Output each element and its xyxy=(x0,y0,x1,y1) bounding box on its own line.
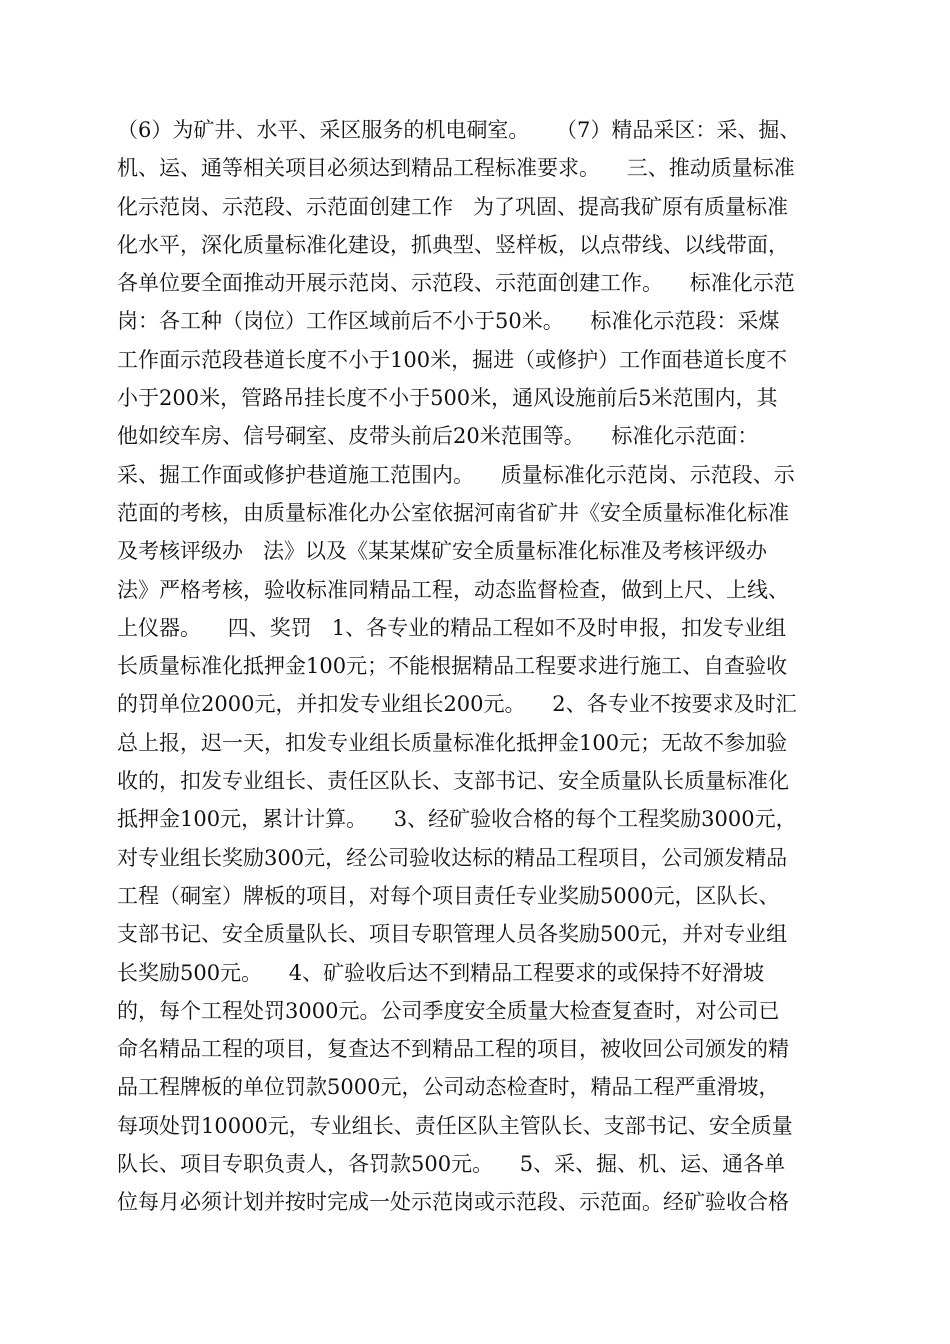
text-line: 支部书记、安全质量队长、项目专职管理人员各奖励500元，并对专业组 xyxy=(117,922,788,947)
text-line: 每项处罚10000元，专业组长、责任区队主管队长、支部书记、安全质量 xyxy=(117,1113,793,1138)
text-line: 法》严格考核，验收标准同精品工程，动态监督检查，做到上尺、上线、 xyxy=(117,577,789,602)
text-line: 机、运、通等相关项目必须达到精品工程标准要求。 三、推动质量标准 xyxy=(117,156,795,181)
text-line: 的罚单位2000元，并扣发专业组长200元。 2、各专业不按要求及时汇 xyxy=(117,692,797,717)
text-line: 工作面示范段巷道长度不小于100米，掘进（或修护）工作面巷道长度不 xyxy=(117,347,788,372)
text-line: 小于200米，管路吊挂长度不小于500米，通风设施前后5米范围内，其 xyxy=(117,386,778,411)
text-line: 采、掘工作面或修护巷道施工范围内。 质量标准化示范岗、示范段、示 xyxy=(117,462,795,487)
text-line: 长质量标准化抵押金100元；不能根据精品工程要求进行施工、自查验收 xyxy=(117,654,788,679)
text-line: 对专业组长奖励300元，经公司验收达标的精品工程项目，公司颁发精品 xyxy=(117,845,788,870)
text-line: 化水平，深化质量标准化建设，抓典型、竖样板，以点带线、以线带面， xyxy=(117,232,789,257)
text-line: 收的，扣发专业组长、责任区队长、支部书记、安全质量队长质量标准化 xyxy=(117,769,789,794)
text-line: 范面的考核，由质量标准化办公室依据河南省矿井《安全质量标准化标准 xyxy=(117,500,789,525)
text-line: 岗：各工种（岗位）工作区域前后不小于50米。 标准化示范段：采煤 xyxy=(117,309,780,334)
text-line: 队长、项目专职负责人，各罚款500元。 5、采、掘、机、运、通各单 xyxy=(117,1152,786,1177)
text-line: 化示范岗、示范段、示范面创建工作 为了巩固、提高我矿原有质量标准 xyxy=(117,194,789,219)
text-line: 他如绞车房、信号硐室、皮带头前后20米范围等。 标准化示范面： xyxy=(117,424,759,449)
body-text xyxy=(117,111,832,1222)
text-line: 上仪器。 四、奖罚 1、各专业的精品工程如不及时申报，扣发专业组 xyxy=(117,615,787,640)
text-line: 位每月必须计划并按时完成一处示范岗或示范段、示范面。经矿验收合格 xyxy=(117,1190,789,1215)
text-line: 抵押金100元，累计计算。 3、经矿验收合格的每个工程奖励3000元， xyxy=(117,807,797,832)
text-line: 长奖励500元。 4、矿验收后达不到精品工程要求的或保持不好滑坡 xyxy=(117,960,765,985)
text-line: （6）为矿井、水平、采区服务的机电硐室。 （7）精品采区：采、掘、 xyxy=(117,118,801,142)
text-line: 工程（硐室）牌板的项目，对每个项目责任专业奖励5000元，区队长、 xyxy=(117,883,780,908)
text-line: 命名精品工程的项目，复查达不到精品工程的项目，被收回公司颁发的精 xyxy=(117,1037,789,1062)
text-line: 及考核评级办 法》以及《某某煤矿安全质量标准化标准及考核评级办 xyxy=(117,539,768,564)
text-line: 总上报，迟一天，扣发专业组长质量标准化抵押金100元；无故不参加验 xyxy=(117,730,788,755)
text-line: 的，每个工程处罚3000元。公司季度安全质量大检查复查时，对公司已 xyxy=(117,998,780,1023)
text-line: 各单位要全面推动开展示范岗、示范段、示范面创建工作。 标准化示范 xyxy=(117,271,795,296)
text-line: 品工程牌板的单位罚款5000元，公司动态检查时，精品工程严重滑坡， xyxy=(117,1075,780,1100)
